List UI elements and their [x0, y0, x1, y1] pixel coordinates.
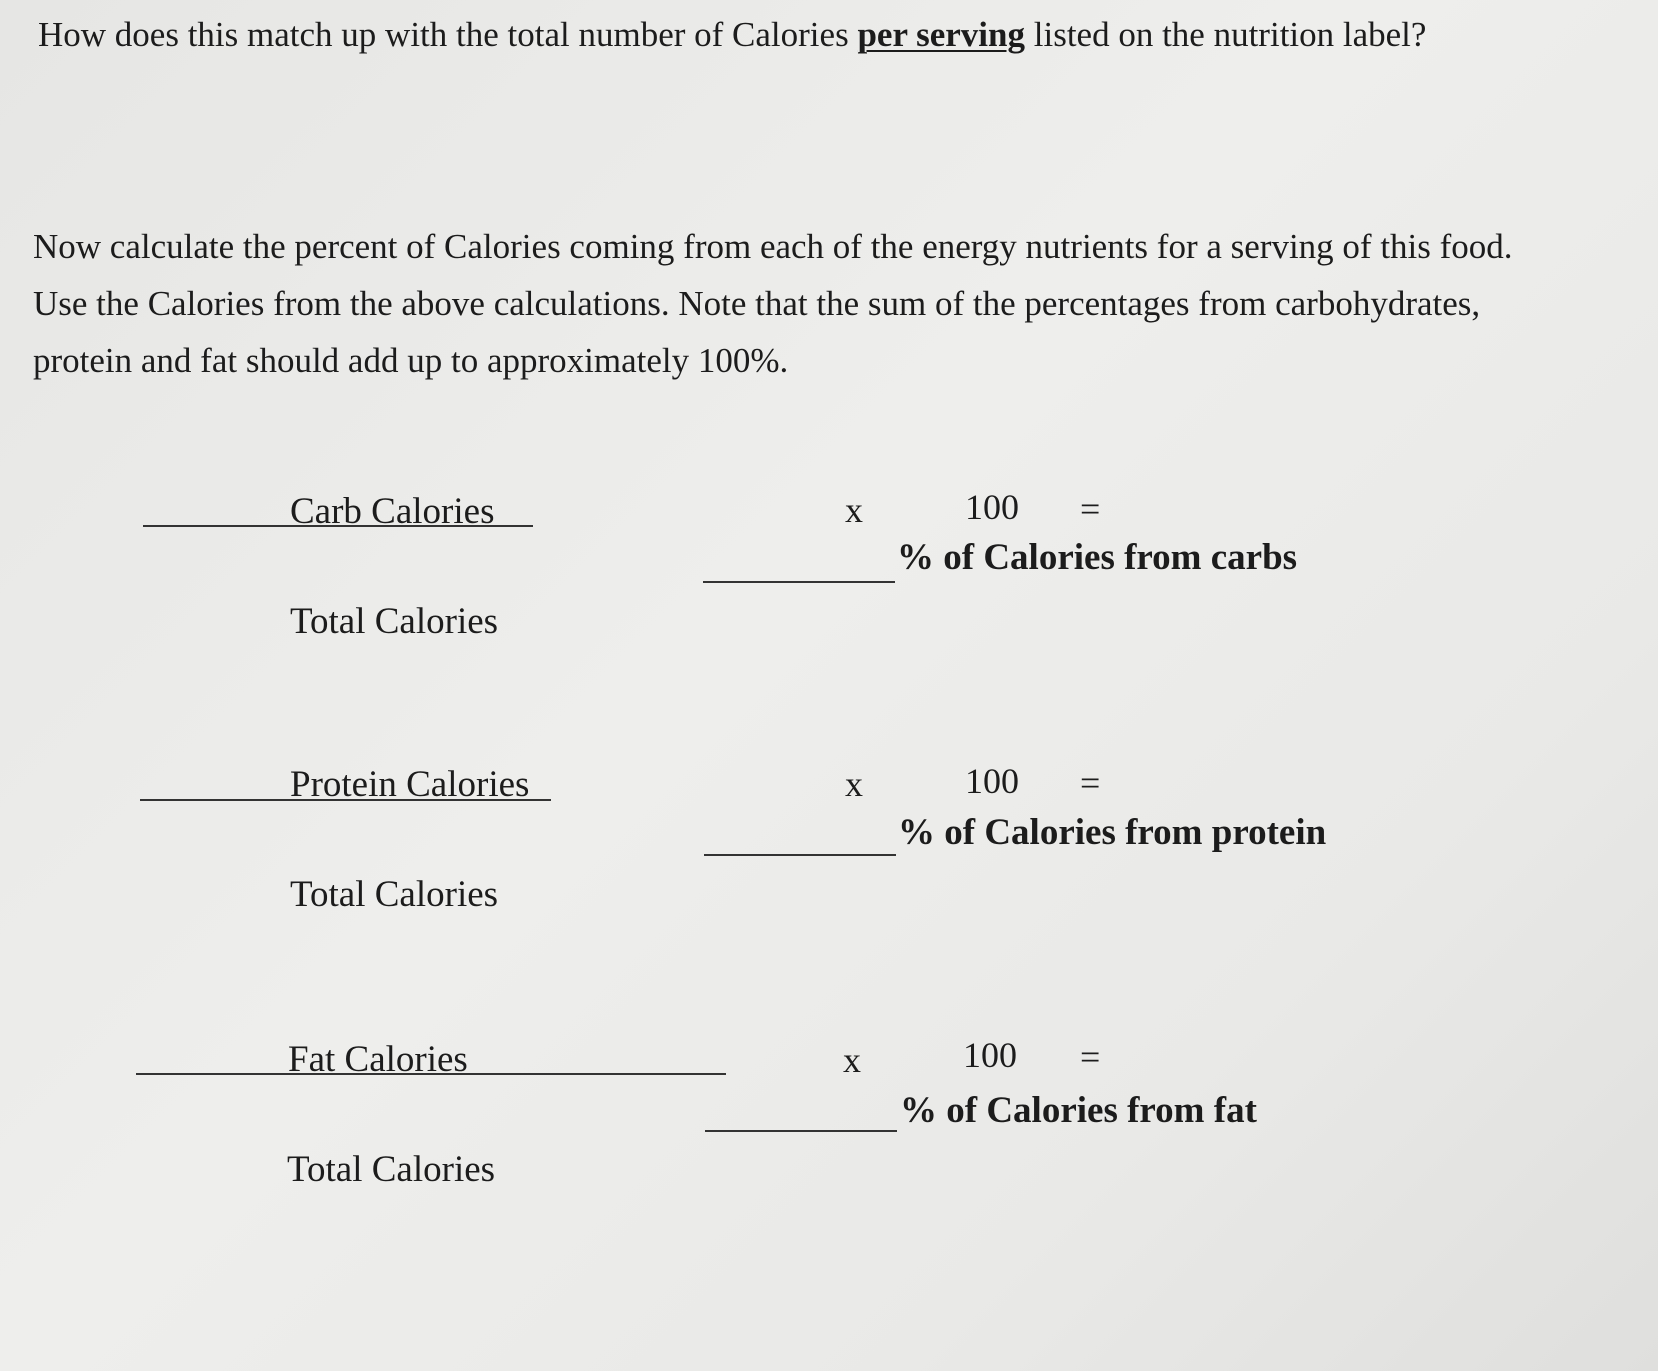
equals-sign: =: [1080, 489, 1101, 529]
multiply-sign: x: [845, 764, 863, 804]
protein-calories-label: Protein Calories: [290, 764, 530, 805]
question-text-part: listed on the nutrition label?: [1025, 15, 1427, 54]
factor-100: 100: [963, 1035, 1017, 1075]
carb-calories-label: Carb Calories: [290, 491, 495, 532]
equals-sign: =: [1080, 1037, 1101, 1077]
answer-blank-carbs[interactable]: [703, 581, 895, 583]
answer-blank-fat[interactable]: [705, 1130, 897, 1132]
question-text-calories-match: [38, 6, 1458, 63]
equals-sign: =: [1080, 763, 1101, 803]
emphasis-per-serving: per serving: [857, 15, 1025, 54]
total-calories-label: Total Calories: [290, 601, 499, 642]
total-calories-label: Total Calories: [287, 1149, 496, 1190]
instructions-percent-calories: Now calculate the percent of Calories coming from each of the energy nutrients for a serving of this food. Use the Calories from the above calculations. Note that the sum of the percentages from carbohydrates, protein and fat should add up to approximately 100%.: [33, 227, 1513, 380]
factor-100: 100: [965, 761, 1019, 801]
answer-blank-protein[interactable]: [704, 854, 896, 856]
question-text-part: How does this match up with the total number of Calories: [38, 15, 858, 54]
total-calories-label: Total Calories: [290, 874, 499, 915]
factor-100: 100: [965, 487, 1019, 527]
fat-calories-label: Fat Calories: [288, 1039, 468, 1080]
percent-carbs-label: % of Calories from carbs: [897, 537, 1298, 578]
percent-fat-label: % of Calories from fat: [900, 1090, 1257, 1131]
multiply-sign: x: [845, 490, 863, 530]
percent-protein-label: % of Calories from protein: [898, 812, 1327, 853]
multiply-sign: x: [843, 1040, 861, 1080]
